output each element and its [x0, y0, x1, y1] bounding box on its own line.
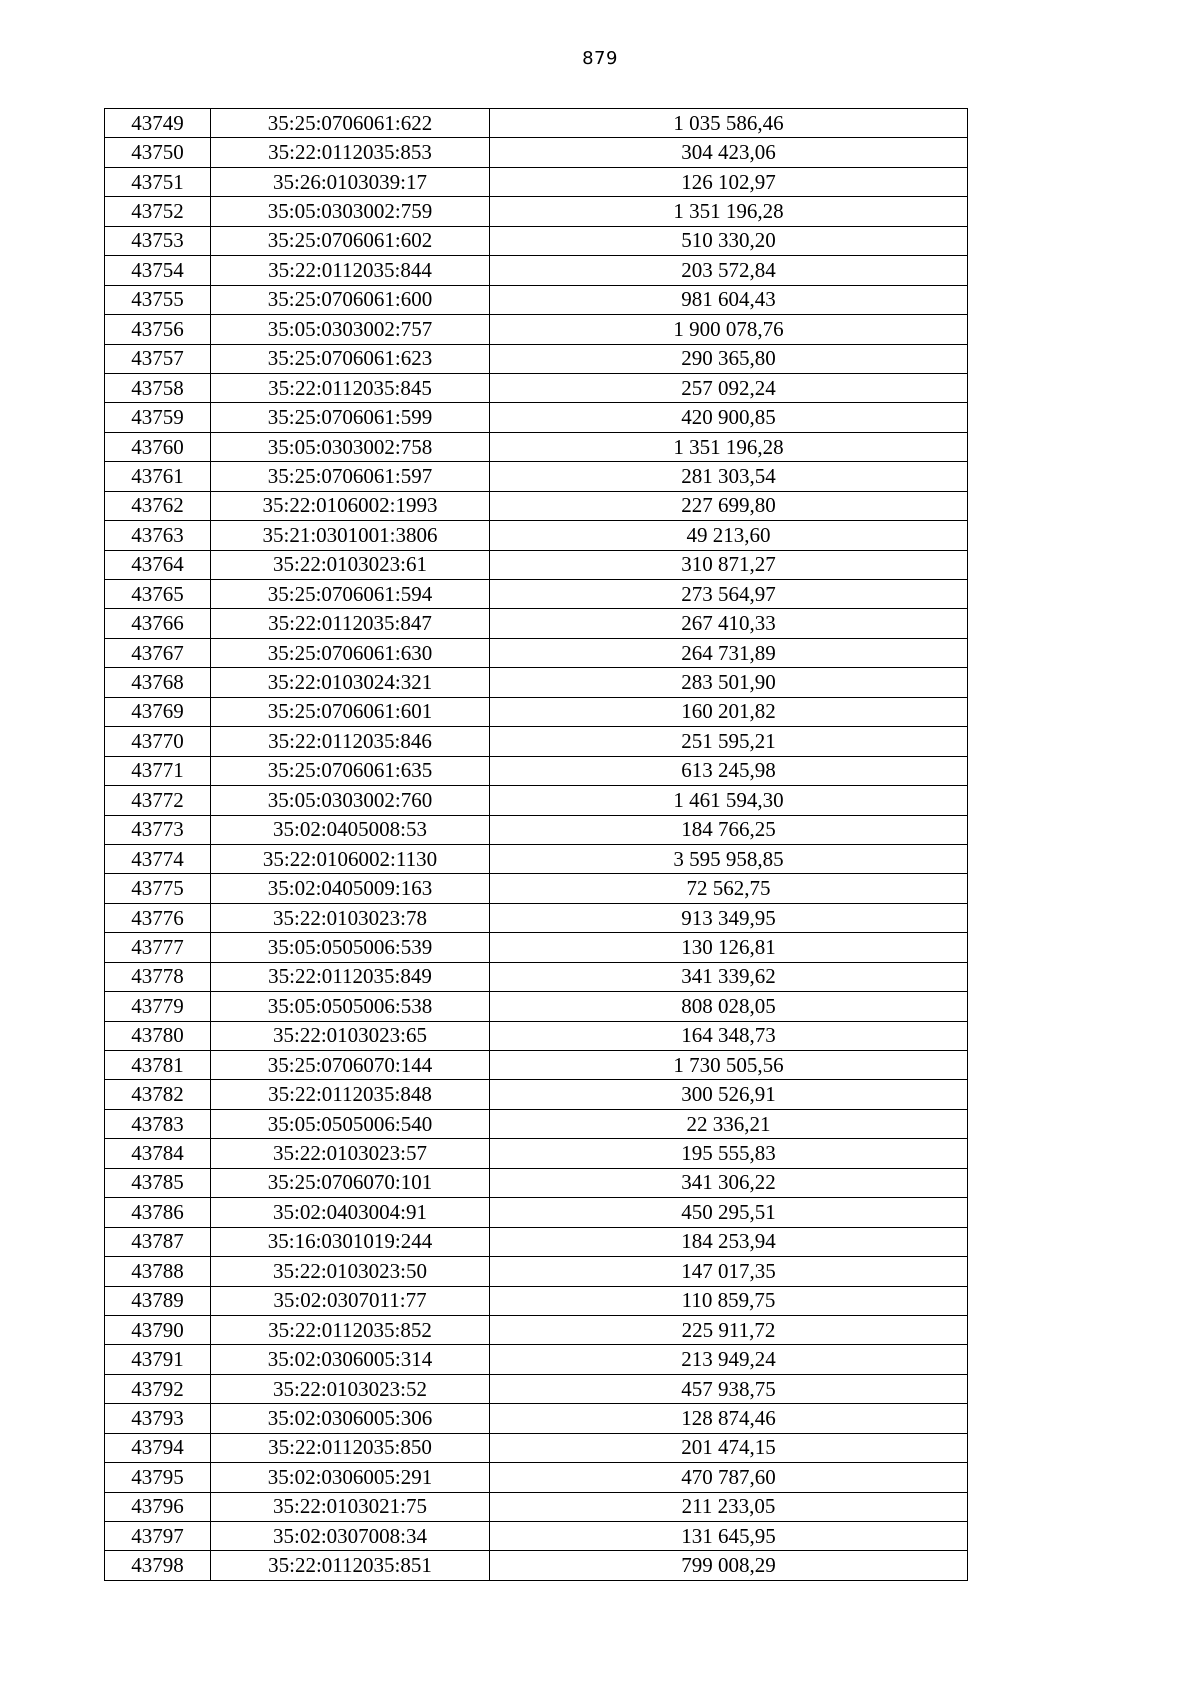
- row-number-cell: 43771: [105, 756, 211, 785]
- cadastral-number-cell: 35:02:0306005:291: [211, 1463, 490, 1492]
- cadastral-value-cell: 160 201,82: [490, 697, 968, 726]
- row-number-cell: 43793: [105, 1404, 211, 1433]
- table-row: [105, 815, 968, 844]
- cadastral-value-cell: 22 336,21: [490, 1109, 968, 1138]
- cadastral-value-cell: 1 900 078,76: [490, 315, 968, 344]
- cadastral-number-cell: 35:22:0106002:1130: [211, 844, 490, 873]
- cadastral-value-cell: 164 348,73: [490, 1021, 968, 1050]
- table-row: [105, 550, 968, 579]
- table-row: [105, 1286, 968, 1315]
- cadastral-number-cell: 35:22:0112035:852: [211, 1315, 490, 1344]
- cadastral-value-cell: 213 949,24: [490, 1345, 968, 1374]
- cadastral-number-cell: 35:05:0303002:757: [211, 315, 490, 344]
- cadastral-value-cell: 1 351 196,28: [490, 432, 968, 461]
- page-number: 879: [582, 48, 618, 69]
- cadastral-value-cell: 913 349,95: [490, 903, 968, 932]
- table-row: [105, 1315, 968, 1344]
- row-number-cell: 43775: [105, 874, 211, 903]
- row-number-cell: 43778: [105, 962, 211, 991]
- cadastral-number-cell: 35:05:0505006:538: [211, 992, 490, 1021]
- cadastral-value-cell: 227 699,80: [490, 491, 968, 520]
- cadastral-value-cell: 110 859,75: [490, 1286, 968, 1315]
- table-row: [105, 344, 968, 373]
- table-row: [105, 1168, 968, 1197]
- row-number-cell: 43789: [105, 1286, 211, 1315]
- cadastral-number-cell: 35:02:0403004:91: [211, 1198, 490, 1227]
- cadastral-value-cell: 72 562,75: [490, 874, 968, 903]
- cadastral-number-cell: 35:25:0706070:101: [211, 1168, 490, 1197]
- cadastral-number-cell: 35:02:0307008:34: [211, 1522, 490, 1551]
- row-number-cell: 43796: [105, 1492, 211, 1521]
- table-row: [105, 1021, 968, 1050]
- cadastral-value-cell: 341 339,62: [490, 962, 968, 991]
- cadastral-value-cell: 264 731,89: [490, 638, 968, 667]
- table-row: [105, 962, 968, 991]
- row-number-cell: 43787: [105, 1227, 211, 1256]
- row-number-cell: 43798: [105, 1551, 211, 1580]
- cadastral-number-cell: 35:22:0112035:846: [211, 727, 490, 756]
- table-row: [105, 903, 968, 932]
- row-number-cell: 43779: [105, 992, 211, 1021]
- cadastral-number-cell: 35:02:0306005:314: [211, 1345, 490, 1374]
- cadastral-number-cell: 35:25:0706061:622: [211, 109, 490, 138]
- row-number-cell: 43790: [105, 1315, 211, 1344]
- table-row: [105, 256, 968, 285]
- cadastral-number-cell: 35:22:0103023:52: [211, 1374, 490, 1403]
- row-number-cell: 43756: [105, 315, 211, 344]
- cadastral-number-cell: 35:25:0706061:594: [211, 580, 490, 609]
- cadastral-number-cell: 35:16:0301019:244: [211, 1227, 490, 1256]
- row-number-cell: 43769: [105, 697, 211, 726]
- cadastral-value-cell: 510 330,20: [490, 226, 968, 255]
- table-row: [105, 1551, 968, 1580]
- row-number-cell: 43797: [105, 1522, 211, 1551]
- cadastral-value-cell: 341 306,22: [490, 1168, 968, 1197]
- cadastral-number-cell: 35:22:0106002:1993: [211, 491, 490, 520]
- row-number-cell: 43780: [105, 1021, 211, 1050]
- row-number-cell: 43776: [105, 903, 211, 932]
- table-row: [105, 1227, 968, 1256]
- row-number-cell: 43783: [105, 1109, 211, 1138]
- row-number-cell: 43754: [105, 256, 211, 285]
- cadastral-value-cell: 128 874,46: [490, 1404, 968, 1433]
- row-number-cell: 43762: [105, 491, 211, 520]
- cadastral-number-cell: 35:22:0103023:57: [211, 1139, 490, 1168]
- row-number-cell: 43767: [105, 638, 211, 667]
- row-number-cell: 43792: [105, 1374, 211, 1403]
- cadastral-number-cell: 35:22:0112035:844: [211, 256, 490, 285]
- table-row: [105, 1080, 968, 1109]
- table-row: [105, 638, 968, 667]
- row-number-cell: 43773: [105, 815, 211, 844]
- table-row: [105, 1109, 968, 1138]
- cadastral-value-cell: 195 555,83: [490, 1139, 968, 1168]
- cadastral-number-cell: 35:25:0706061:600: [211, 285, 490, 314]
- cadastral-value-cell: 257 092,24: [490, 373, 968, 402]
- table-row: [105, 432, 968, 461]
- cadastral-number-cell: 35:05:0505006:539: [211, 933, 490, 962]
- table-row: [105, 109, 968, 138]
- cadastral-number-cell: 35:25:0706061:597: [211, 462, 490, 491]
- table-body: [105, 109, 968, 1581]
- cadastral-number-cell: 35:21:0301001:3806: [211, 521, 490, 550]
- cadastral-number-cell: 35:26:0103039:17: [211, 167, 490, 196]
- row-number-cell: 43757: [105, 344, 211, 373]
- cadastral-number-cell: 35:22:0103021:75: [211, 1492, 490, 1521]
- cadastral-number-cell: 35:22:0103023:65: [211, 1021, 490, 1050]
- row-number-cell: 43781: [105, 1051, 211, 1080]
- row-number-cell: 43764: [105, 550, 211, 579]
- cadastral-number-cell: 35:22:0112035:845: [211, 373, 490, 402]
- table-row: [105, 1404, 968, 1433]
- cadastral-number-cell: 35:05:0303002:758: [211, 432, 490, 461]
- cadastral-value-cell: 184 253,94: [490, 1227, 968, 1256]
- row-number-cell: 43765: [105, 580, 211, 609]
- cadastral-number-cell: 35:02:0405008:53: [211, 815, 490, 844]
- row-number-cell: 43788: [105, 1257, 211, 1286]
- row-number-cell: 43772: [105, 786, 211, 815]
- cadastral-value-cell: 1 730 505,56: [490, 1051, 968, 1080]
- table-row: [105, 462, 968, 491]
- table-row: [105, 1374, 968, 1403]
- cadastral-number-cell: 35:22:0103023:61: [211, 550, 490, 579]
- row-number-cell: 43752: [105, 197, 211, 226]
- cadastral-number-cell: 35:22:0112035:848: [211, 1080, 490, 1109]
- row-number-cell: 43753: [105, 226, 211, 255]
- cadastral-number-cell: 35:22:0103023:78: [211, 903, 490, 932]
- row-number-cell: 43758: [105, 373, 211, 402]
- cadastral-value-cell: 470 787,60: [490, 1463, 968, 1492]
- cadastral-number-cell: 35:22:0103024:321: [211, 668, 490, 697]
- table-row: [105, 1522, 968, 1551]
- table-row: [105, 1492, 968, 1521]
- cadastral-value-cell: 290 365,80: [490, 344, 968, 373]
- row-number-cell: 43795: [105, 1463, 211, 1492]
- row-number-cell: 43782: [105, 1080, 211, 1109]
- table-row: [105, 933, 968, 962]
- table-row: [105, 1198, 968, 1227]
- cadastral-number-cell: 35:02:0306005:306: [211, 1404, 490, 1433]
- row-number-cell: 43766: [105, 609, 211, 638]
- cadastral-value-table: [104, 108, 968, 1581]
- table-row: [105, 756, 968, 785]
- cadastral-value-cell: 1 461 594,30: [490, 786, 968, 815]
- row-number-cell: 43760: [105, 432, 211, 461]
- row-number-cell: 43761: [105, 462, 211, 491]
- cadastral-value-cell: 184 766,25: [490, 815, 968, 844]
- table-row: [105, 1139, 968, 1168]
- cadastral-value-cell: 450 295,51: [490, 1198, 968, 1227]
- cadastral-number-cell: 35:22:0112035:849: [211, 962, 490, 991]
- row-number-cell: 43750: [105, 138, 211, 167]
- cadastral-number-cell: 35:22:0112035:847: [211, 609, 490, 638]
- row-number-cell: 43785: [105, 1168, 211, 1197]
- row-number-cell: 43751: [105, 167, 211, 196]
- table-row: [105, 697, 968, 726]
- table-row: [105, 138, 968, 167]
- table-row: [105, 727, 968, 756]
- cadastral-value-cell: 225 911,72: [490, 1315, 968, 1344]
- cadastral-value-cell: 981 604,43: [490, 285, 968, 314]
- table-row: [105, 668, 968, 697]
- table-row: [105, 197, 968, 226]
- row-number-cell: 43786: [105, 1198, 211, 1227]
- cadastral-number-cell: 35:25:0706061:623: [211, 344, 490, 373]
- cadastral-value-cell: 201 474,15: [490, 1433, 968, 1462]
- cadastral-value-cell: 283 501,90: [490, 668, 968, 697]
- table-row: [105, 580, 968, 609]
- table-row: [105, 167, 968, 196]
- cadastral-value-cell: 799 008,29: [490, 1551, 968, 1580]
- cadastral-value-cell: 310 871,27: [490, 550, 968, 579]
- cadastral-number-cell: 35:22:0103023:50: [211, 1257, 490, 1286]
- table-row: [105, 403, 968, 432]
- cadastral-value-cell: 1 351 196,28: [490, 197, 968, 226]
- cadastral-value-cell: 304 423,06: [490, 138, 968, 167]
- table-row: [105, 992, 968, 1021]
- cadastral-number-cell: 35:05:0303002:759: [211, 197, 490, 226]
- table-row: [105, 285, 968, 314]
- table-row: [105, 521, 968, 550]
- cadastral-value-cell: 203 572,84: [490, 256, 968, 285]
- row-number-cell: 43777: [105, 933, 211, 962]
- cadastral-value-cell: 147 017,35: [490, 1257, 968, 1286]
- cadastral-value-cell: 457 938,75: [490, 1374, 968, 1403]
- table-row: [105, 315, 968, 344]
- table-row: [105, 1463, 968, 1492]
- cadastral-number-cell: 35:05:0505006:540: [211, 1109, 490, 1138]
- cadastral-number-cell: 35:02:0405009:163: [211, 874, 490, 903]
- cadastral-number-cell: 35:25:0706061:602: [211, 226, 490, 255]
- cadastral-value-cell: 300 526,91: [490, 1080, 968, 1109]
- cadastral-value-cell: 251 595,21: [490, 727, 968, 756]
- table-row: [105, 609, 968, 638]
- row-number-cell: 43774: [105, 844, 211, 873]
- cadastral-number-cell: 35:22:0112035:850: [211, 1433, 490, 1462]
- cadastral-number-cell: 35:25:0706070:144: [211, 1051, 490, 1080]
- cadastral-value-cell: 49 213,60: [490, 521, 968, 550]
- cadastral-value-cell: 126 102,97: [490, 167, 968, 196]
- row-number-cell: 43749: [105, 109, 211, 138]
- cadastral-value-cell: 211 233,05: [490, 1492, 968, 1521]
- cadastral-value-cell: 130 126,81: [490, 933, 968, 962]
- table-row: [105, 844, 968, 873]
- cadastral-value-cell: 420 900,85: [490, 403, 968, 432]
- cadastral-value-cell: 1 035 586,46: [490, 109, 968, 138]
- row-number-cell: 43784: [105, 1139, 211, 1168]
- row-number-cell: 43759: [105, 403, 211, 432]
- cadastral-number-cell: 35:02:0307011:77: [211, 1286, 490, 1315]
- table-row: [105, 491, 968, 520]
- cadastral-number-cell: 35:25:0706061:599: [211, 403, 490, 432]
- table-row: [105, 373, 968, 402]
- cadastral-value-cell: 273 564,97: [490, 580, 968, 609]
- cadastral-value-cell: 281 303,54: [490, 462, 968, 491]
- cadastral-value-cell: 267 410,33: [490, 609, 968, 638]
- table-row: [105, 1257, 968, 1286]
- row-number-cell: 43763: [105, 521, 211, 550]
- cadastral-value-cell: 613 245,98: [490, 756, 968, 785]
- table-row: [105, 786, 968, 815]
- cadastral-value-cell: 3 595 958,85: [490, 844, 968, 873]
- table-row: [105, 1345, 968, 1374]
- cadastral-number-cell: 35:25:0706061:635: [211, 756, 490, 785]
- cadastral-number-cell: 35:25:0706061:630: [211, 638, 490, 667]
- table-row: [105, 874, 968, 903]
- cadastral-value-cell: 808 028,05: [490, 992, 968, 1021]
- row-number-cell: 43791: [105, 1345, 211, 1374]
- row-number-cell: 43755: [105, 285, 211, 314]
- cadastral-number-cell: 35:22:0112035:851: [211, 1551, 490, 1580]
- row-number-cell: 43794: [105, 1433, 211, 1462]
- table-row: [105, 1433, 968, 1462]
- table-row: [105, 226, 968, 255]
- cadastral-number-cell: 35:05:0303002:760: [211, 786, 490, 815]
- row-number-cell: 43768: [105, 668, 211, 697]
- cadastral-value-cell: 131 645,95: [490, 1522, 968, 1551]
- cadastral-number-cell: 35:22:0112035:853: [211, 138, 490, 167]
- row-number-cell: 43770: [105, 727, 211, 756]
- cadastral-number-cell: 35:25:0706061:601: [211, 697, 490, 726]
- table-row: [105, 1051, 968, 1080]
